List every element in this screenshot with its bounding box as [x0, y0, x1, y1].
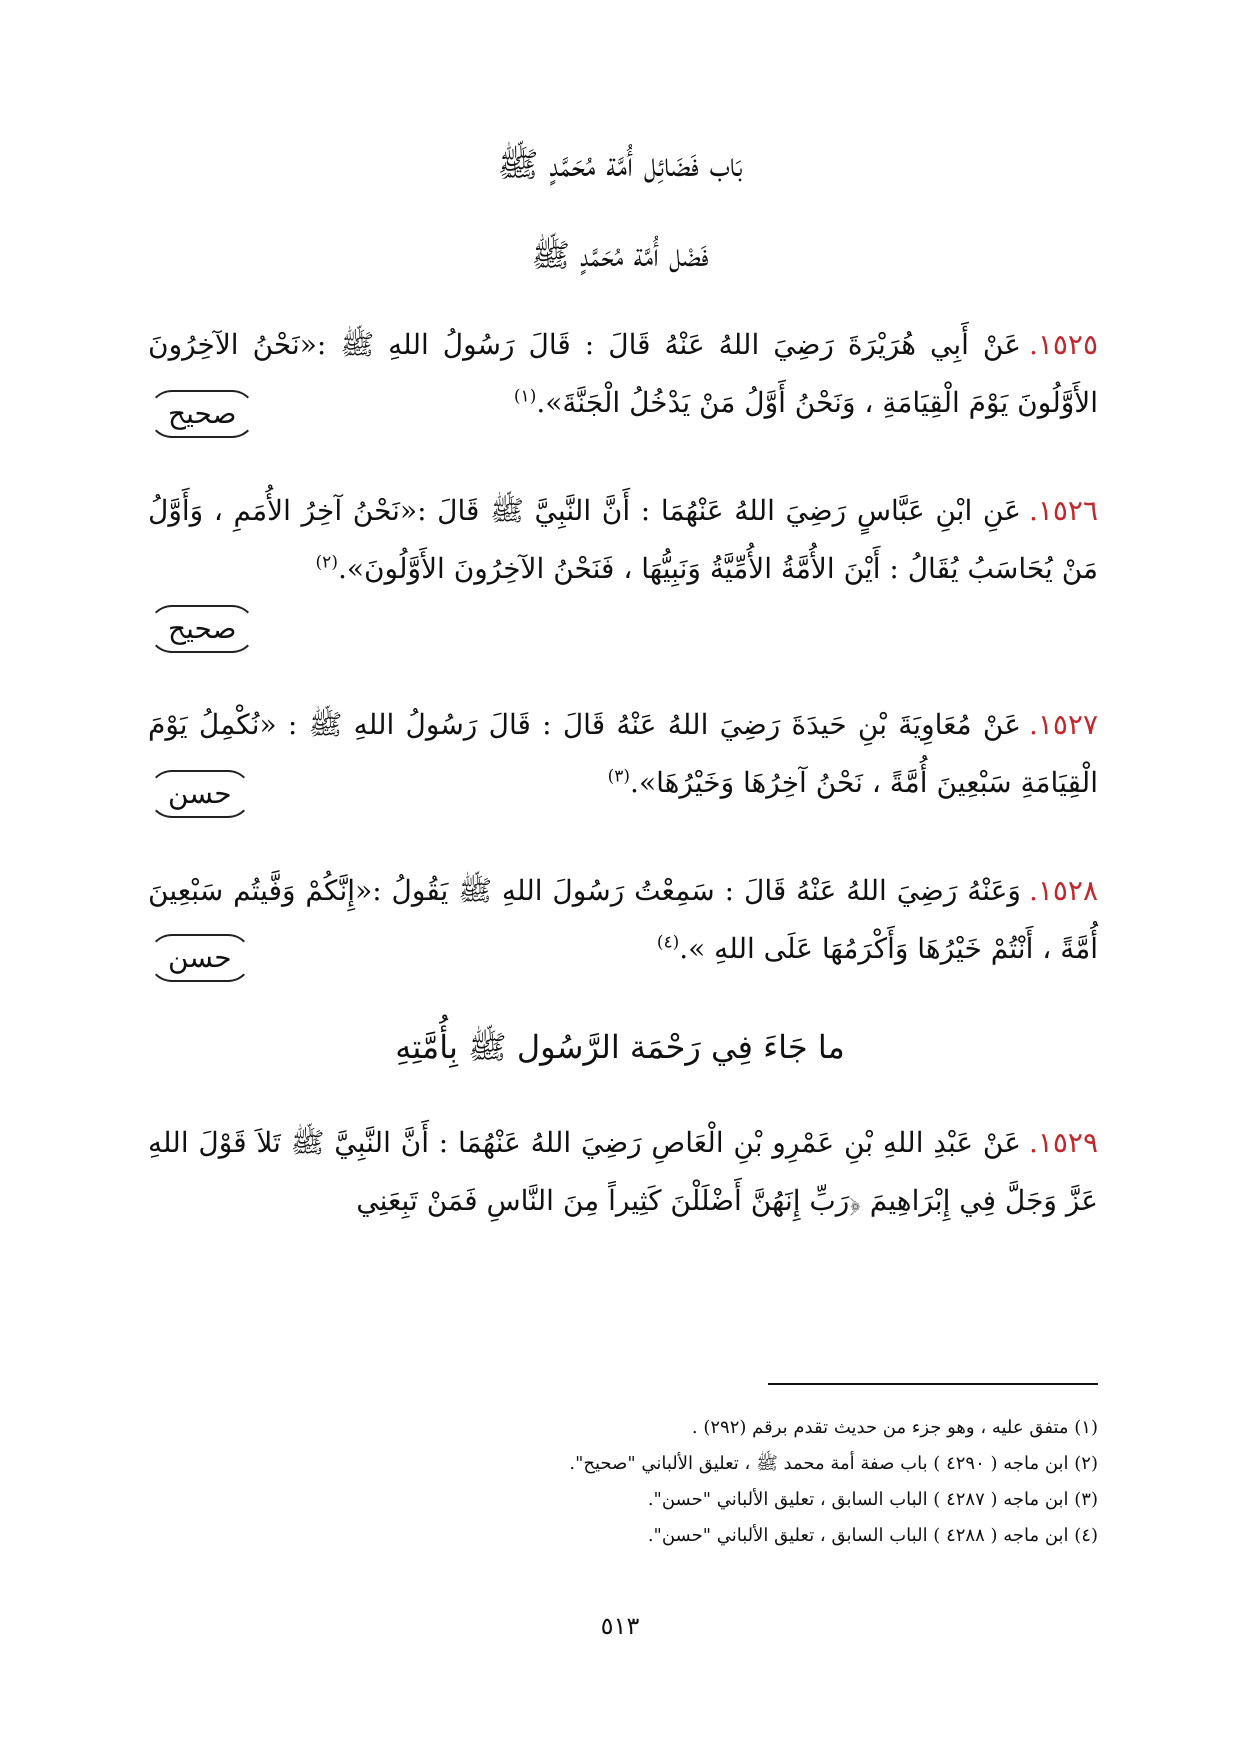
section-title: ما جَاءَ فِي رَحْمَة الرَّسُول ﷺ بِأُمَّتِهِ — [395, 1028, 845, 1066]
footnote-item: (٤) ابن ماجه ( ٤٢٨٨ ) الباب السابق ، تعليق الألباني "حسن". — [647, 1525, 1098, 1546]
grade-badge: حسن — [148, 934, 252, 982]
footnotes — [148, 1410, 1098, 1554]
footnote-item: (١) متفق عليه ، وهو جزء من حديث تقدم برقم (٢٩٢) . — [691, 1417, 1098, 1438]
section-title: فَضْل أُمَّة مُحَمَّدٍ ﷺ — [531, 236, 709, 274]
hadith-text: عَنْ عَبْدِ اللهِ بْنِ عَمْرِو بْنِ الْعَاصِ رَضِيَ اللهُ عَنْهُمَا : أَنَّ النَّبِيَّ ﷺ تَلاَ قَوْلَ اللهِ عَزَّ وَجَلَّ فِي إِبْرَاهِيمَ ﴿رَبِّ إِنَهُنَّ أَضْلَلْنَ كَثِيراً مِنَ النَّاسِ فَمَنْ تَبِعَنِي — [148, 1126, 1098, 1217]
hadith-number: ١٥٢٧. — [1028, 708, 1098, 741]
hadith-1529 — [148, 1114, 1098, 1230]
chapter-title: بَاب فَضَائِل أُمَّة مُحَمَّدٍ ﷺ — [497, 145, 743, 185]
grade-badge: صحيح — [148, 605, 256, 653]
hadith-text: عَنْ أَبِي هُرَيْرَةَ رَضِيَ اللهُ عَنْهُ قَالَ : قَالَ رَسُولُ اللهِ ﷺ :«نَحْنُ الآخِرُونَ الأَوَّلُونَ يَوْمَ الْقِيَامَةِ ، وَنَحْنُ أَوَّلُ مَنْ يَدْخُلُ الْجَنَّةَ». — [148, 328, 1098, 419]
hadith-1528 — [148, 862, 1098, 978]
hadith-number: ١٥٢٦. — [1028, 494, 1098, 527]
hadith-text: عَنِ ابْنِ عَبَّاسٍ رَضِيَ اللهُ عَنْهُمَا : أَنَّ النَّبِيَّ ﷺ قَالَ :«نَحْنُ آخِرُ الأُمَمِ ، وَأَوَّلُ مَنْ يُحَاسَبُ يُقَالُ : أَيْنَ الأُمَّةُ الأُمِّيَّةُ وَنَبِيُّهَا ، فَنَحْنُ الآخِرُونَ الأَوَّلُونَ». — [148, 494, 1098, 585]
hadith-text: عَنْ مُعَاوِيَةَ بْنِ حَيدَةَ رَضِيَ اللهُ عَنْهُ قَالَ : قَالَ رَسُولُ اللهِ ﷺ : «نُكْمِلُ يَوْمَ الْقِيَامَةِ سَبْعِينَ أُمَّةً ، نَحْنُ آخِرُهَا وَخَيْرُهَا». — [148, 708, 1098, 799]
footnote-divider — [768, 1383, 1098, 1385]
footnote-ref: (٢) — [315, 552, 338, 573]
hadith-1527 — [148, 696, 1098, 812]
footnote-item: (٢) ابن ماجه ( ٤٢٩٠ ) باب صفة أمة محمد ﷺ ، تعليق الألباني "صحيح". — [569, 1453, 1098, 1474]
footnote-item: (٣) ابن ماجه ( ٤٢٨٧ ) الباب السابق ، تعليق الألباني "حسن". — [647, 1489, 1098, 1510]
hadith-1526 — [148, 482, 1098, 598]
footnote-ref: (٤) — [656, 932, 680, 953]
footnote-ref: (٣) — [607, 766, 631, 787]
page-number: ٥١٣ — [600, 1612, 640, 1640]
grade-badge: صحيح — [148, 390, 256, 438]
hadith-number: ١٥٢٨. — [1028, 874, 1098, 907]
footnote-ref: (١) — [513, 386, 537, 407]
hadith-number: ١٥٢٩. — [1028, 1126, 1098, 1159]
hadith-number: ١٥٢٥. — [1028, 328, 1098, 361]
hadith-text: وَعَنْهُ رَضِيَ اللهُ عَنْهُ قَالَ : سَمِعْتُ رَسُولَ اللهِ ﷺ يَقُولُ :«إِنَّكُمْ وَفَّيتُم سَبْعِينَ أُمَّةً ، أَنْتُمْ خَيْرُهَا وَأَكْرَمُهَا عَلَى اللهِ ». — [148, 874, 1098, 965]
grade-badge: حسن — [148, 770, 252, 818]
hadith-1525 — [148, 316, 1098, 432]
